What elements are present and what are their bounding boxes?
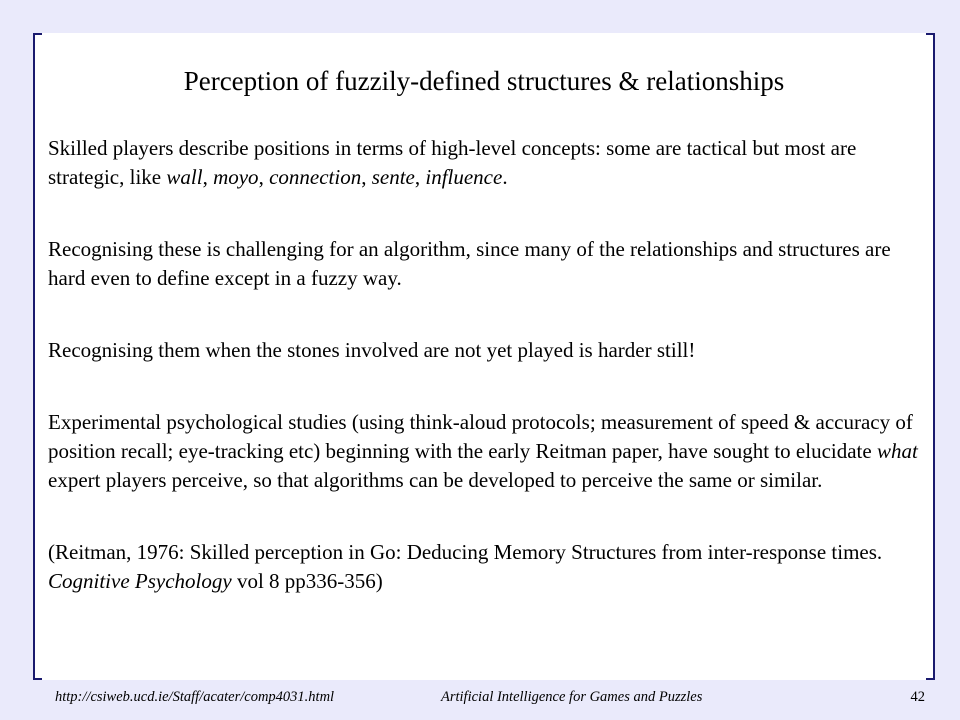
text-run: Skilled players describe positions in terms of high-level concepts: some are tactical but most are strategic, like: [48, 136, 857, 189]
text-run: Recognising them when the stones involved are not yet played is harder still!: [48, 338, 696, 362]
text-run: .: [502, 165, 508, 189]
emphasized-term: what: [876, 439, 918, 463]
text-run: ,: [361, 165, 372, 189]
text-run: Recognising these is challenging for an algorithm, since many of the relationships and structures are hard even to define except in a fuzzy way.: [48, 237, 891, 290]
frame-corner-top-left: [33, 33, 42, 35]
body-paragraph: [48, 408, 926, 495]
body-paragraph: [48, 134, 926, 192]
emphasized-term: Cognitive Psychology: [48, 569, 232, 593]
emphasized-term: moyo: [213, 165, 259, 189]
text-run: ,: [414, 165, 426, 189]
slide-body: [48, 134, 926, 639]
text-run: ,: [258, 165, 270, 189]
text-run: vol 8 pp336-356): [231, 569, 383, 593]
frame-corner-bottom-left: [33, 678, 42, 680]
footer-course-title: Artificial Intelligence for Games and Puzzles: [441, 689, 703, 705]
footer-url[interactable]: http://csiweb.ucd.ie/Staff/acater/comp4031.html: [55, 689, 335, 705]
emphasized-term: connection: [269, 165, 362, 189]
text-run: expert players perceive, so that algorithms can be developed to perceive the same or similar.: [48, 468, 823, 492]
frame-corner-top-right: [926, 33, 935, 35]
emphasized-term: wall: [166, 165, 203, 189]
emphasized-term: influence: [425, 165, 503, 189]
text-run: Experimental psychological studies (using think-aloud protocols; measurement of speed & accuracy of position recall; eye-tracking etc) beginning with the early Reitman paper, have sought to elucidate: [48, 410, 913, 463]
slide-title: Perception of fuzzily-defined structures & relationships: [183, 66, 785, 96]
body-paragraph: [48, 538, 926, 596]
emphasized-term: sente: [371, 165, 415, 189]
slide-footer: [55, 686, 925, 708]
page-number: 42: [910, 689, 925, 705]
body-paragraph: [48, 235, 926, 293]
body-paragraph: [48, 336, 926, 365]
text-run: ,: [202, 165, 214, 189]
text-run: (Reitman, 1976: Skilled perception in Go: Deducing Memory Structures from inter-response times.: [48, 540, 883, 564]
frame-corner-bottom-right: [926, 678, 935, 680]
